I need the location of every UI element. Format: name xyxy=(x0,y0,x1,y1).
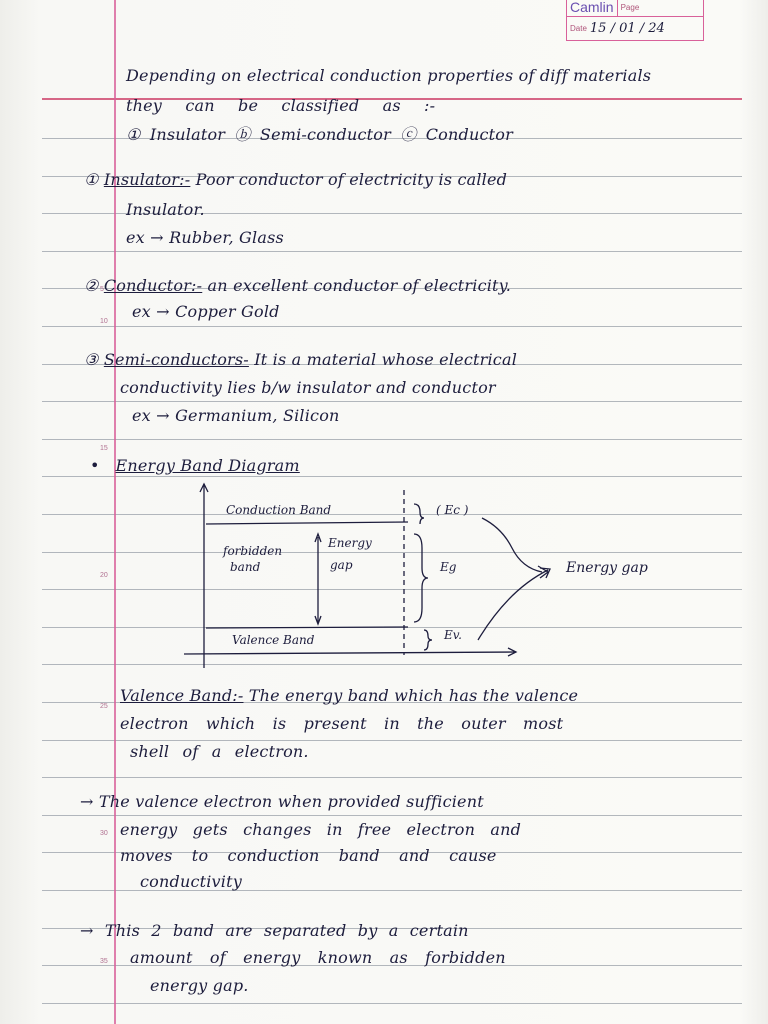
text-line: energy gets changes in free electron and xyxy=(120,820,522,839)
number-badge: ② xyxy=(84,276,99,295)
heading-text: Valence Band:- xyxy=(120,686,244,705)
text: Poor conductor of electricity is called xyxy=(190,170,508,189)
text-line: ① Insulator ⓑ Semi-conductor ⓒ Conductor xyxy=(126,125,513,144)
margin-number: 35 xyxy=(100,958,108,965)
text: an excellent conductor of electricity. xyxy=(202,276,512,295)
text-line: they can be classified as :- xyxy=(126,96,436,115)
text-line: moves to conduction band and cause xyxy=(120,846,497,865)
conduction-band-label: Conduction Band xyxy=(226,503,332,517)
text-line: ex → Copper Gold xyxy=(132,302,280,321)
text: The energy band which has the valence xyxy=(243,686,579,705)
text-line: ex → Germanium, Silicon xyxy=(132,406,340,425)
valence-band-label: Valence Band xyxy=(232,633,315,647)
forbidden-band-label: forbidden xyxy=(223,544,283,558)
eg-brace xyxy=(414,534,428,622)
eg-label: Eg xyxy=(440,560,457,574)
margin-number: 10 xyxy=(100,318,108,325)
text-line: energy gap. xyxy=(150,976,249,995)
date-value: 15 / 01 / 24 xyxy=(589,20,665,36)
text-line: Depending on electrical conduction properties of diff materials xyxy=(126,66,652,85)
valence-band-heading xyxy=(120,686,578,705)
forbidden-band-label: band xyxy=(230,560,261,574)
margin-number: 15 xyxy=(100,445,108,452)
margin-number: 5 xyxy=(100,286,104,293)
margin-number: 30 xyxy=(100,830,108,837)
text: It is a material whose electrical xyxy=(248,350,518,369)
text-line: conductivity lies b/w insulator and conductor xyxy=(120,378,496,397)
text-line: ex → Rubber, Glass xyxy=(126,228,284,247)
margin-number: 20 xyxy=(100,572,108,579)
ev-brace xyxy=(424,630,432,650)
ec-curve-arrow xyxy=(482,518,542,572)
brand-logo: Camlin xyxy=(567,0,618,16)
text-line: conductivity xyxy=(140,872,242,891)
margin-number: 25 xyxy=(100,703,108,710)
number-badge: ① xyxy=(84,170,99,189)
number-badge: ③ xyxy=(84,350,99,369)
ec-brace xyxy=(414,504,424,524)
bullet: • xyxy=(90,456,100,475)
text-line: shell of a electron. xyxy=(130,742,309,761)
ev-label: Ev. xyxy=(444,628,462,642)
energy-gap-callout: Energy gap xyxy=(566,560,648,576)
heading-text: Energy Band Diagram xyxy=(115,456,300,475)
text-line: → This 2 band are separated by a certain xyxy=(80,921,469,940)
text-line: Insulator. xyxy=(126,200,205,219)
date-label: Date xyxy=(570,23,587,33)
heading-text: Insulator:- xyxy=(103,170,191,189)
ev-curve-arrow xyxy=(478,570,548,640)
text-line: electron which is present in the outer most xyxy=(120,714,564,733)
conduction-band-line xyxy=(206,522,408,524)
energy-gap-label: Energy xyxy=(328,536,372,550)
page-label: Page xyxy=(620,2,640,12)
valence-band-line xyxy=(206,627,408,628)
ec-label: ( Ec ) xyxy=(436,503,469,517)
energy-gap-label: gap xyxy=(330,558,353,572)
text-line: → The valence electron when provided sufficient xyxy=(80,792,484,811)
heading-text: Semi-conductors- xyxy=(103,350,249,369)
x-axis xyxy=(184,652,516,654)
text-line: amount of energy known as forbidden xyxy=(130,948,506,967)
heading-text: Conductor:- xyxy=(103,276,203,295)
